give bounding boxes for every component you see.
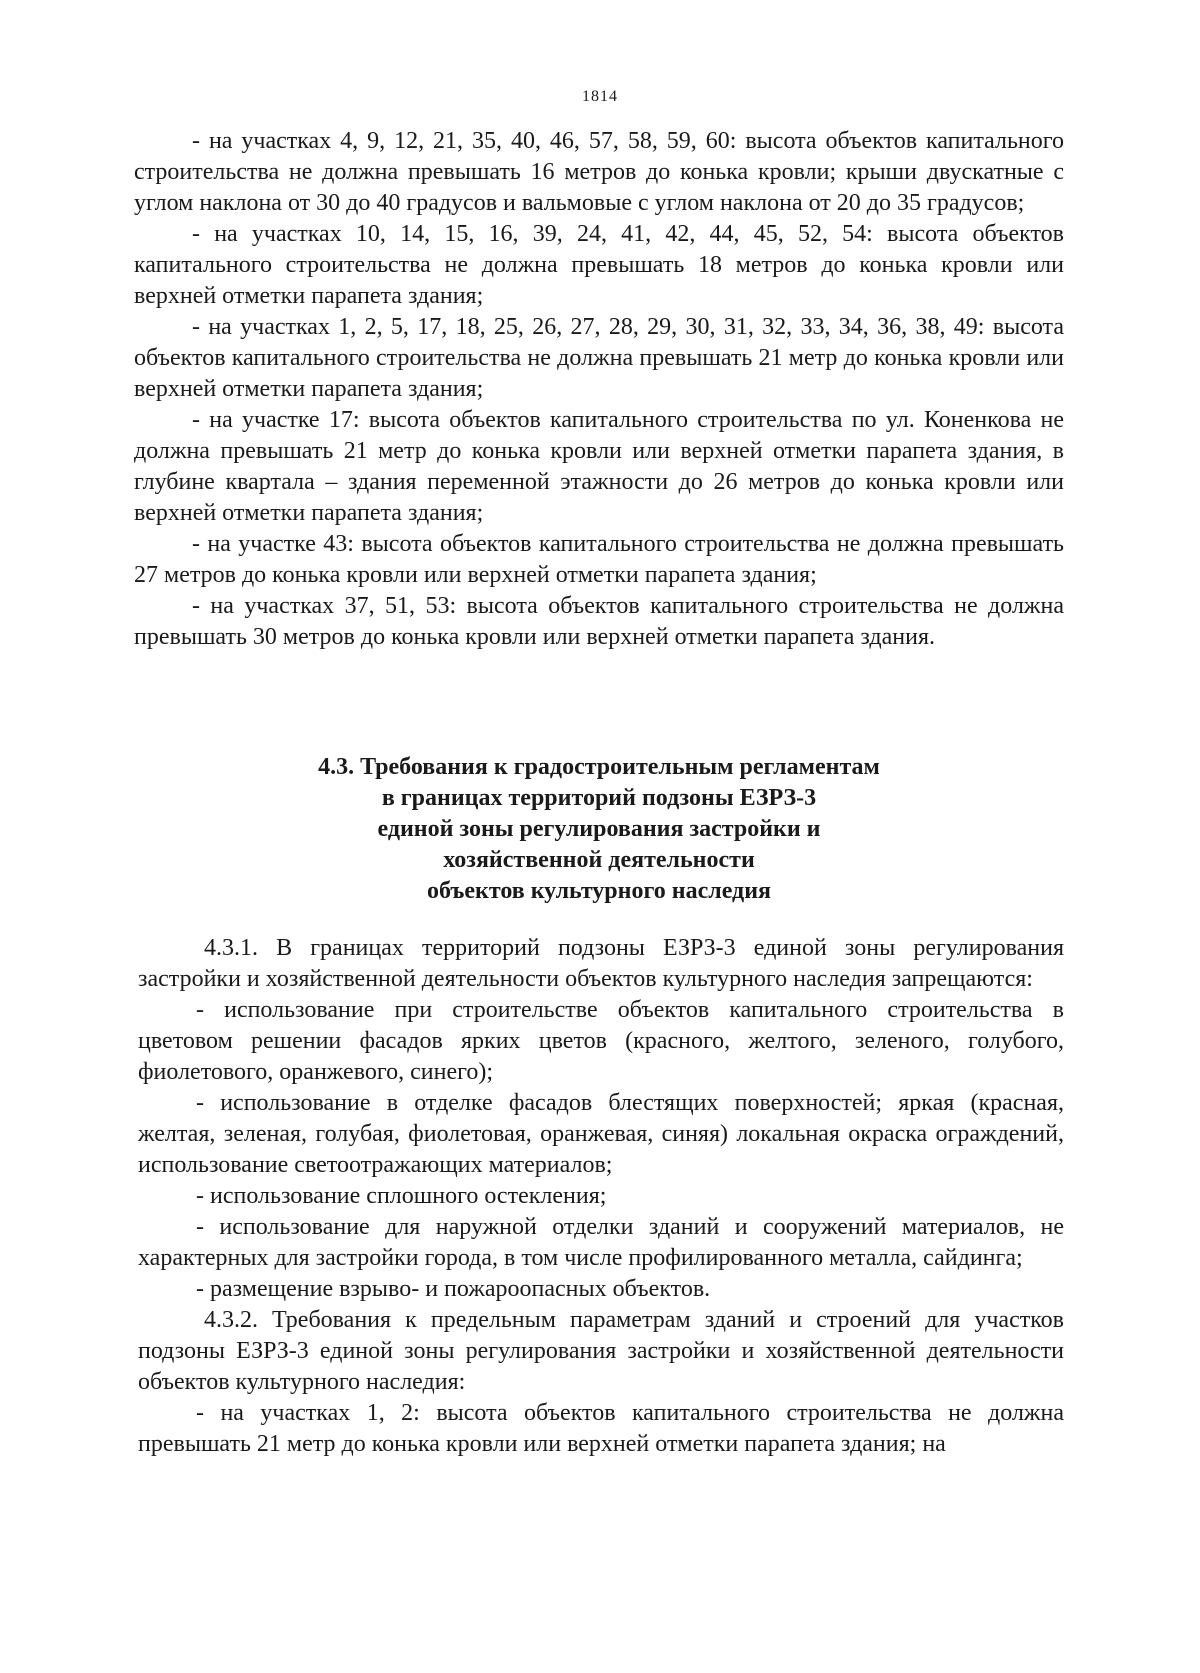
list-item: - на участках 1, 2: высота объектов капитального строительства не должна превышать 21 метр до конька кровли или верхней отметки парапета здания; на bbox=[138, 1400, 1064, 1457]
section-heading-line: хозяйственной деятельности bbox=[443, 847, 755, 873]
list-item: - на участках 10, 14, 15, 16, 39, 24, 41, 42, 44, 45, 52, 54: высота объектов капитального строительства не должна превышать 18 метров до конька кровли или верхней отметки парапета здания; bbox=[134, 221, 1064, 309]
height-requirements-list bbox=[134, 126, 1064, 653]
list-item: - на участке 17: высота объектов капитального строительства по ул. Коненкова не должна превышать 21 метр до конька кровли или верхней отметки парапета здания, в глубине квартала – здания переменной этажности до 26 метров до конька кровли или верхней отметки парапета здания; bbox=[134, 407, 1064, 526]
section-heading-line: 4.3. Требования к градостроительным регламентам bbox=[318, 754, 880, 780]
section-body bbox=[138, 933, 1064, 1460]
list-item: - на участке 43: высота объектов капитального строительства не должна превышать 27 метров до конька кровли или верхней отметки парапета здания; bbox=[134, 531, 1064, 588]
list-item: - использование сплошного остекления; bbox=[196, 1183, 607, 1209]
list-item: - на участках 37, 51, 53: высота объектов капитального строительства не должна превышать 30 метров до конька кровли или верхней отметки парапета здания. bbox=[134, 593, 1064, 650]
list-item: - на участках 1, 2, 5, 17, 18, 25, 26, 27, 28, 29, 30, 31, 32, 33, 34, 36, 38, 49: высота объектов капитального строительства не должна превышать 21 метр до конька кровли или верхней отметки парапета здания; bbox=[134, 314, 1064, 402]
list-item: - использование для наружной отделки зданий и сооружений материалов, не характерных для застройки города, в том числе профилированного металла, сайдинга; bbox=[138, 1214, 1064, 1271]
section-heading-line: в границах территорий подзоны ЕЗРЗ-3 bbox=[381, 785, 817, 811]
clause-4-3-1: 4.3.1. В границах территорий подзоны ЕЗРЗ-3 единой зоны регулирования застройки и хозяйственной деятельности объектов культурного наследия запрещаются: bbox=[138, 935, 1064, 992]
clause-4-3-2: 4.3.2. Требования к предельным параметрам зданий и строений для участков подзоны ЕЗРЗ-3 единой зоны регулирования застройки и хозяйственной деятельности объектов культурного наследия: bbox=[138, 1307, 1064, 1395]
page-number: 1814 bbox=[582, 88, 618, 105]
section-heading bbox=[134, 752, 1064, 907]
section-heading-line: объектов культурного наследия bbox=[426, 878, 772, 904]
section-heading-line: единой зоны регулирования застройки и bbox=[377, 816, 821, 842]
list-item: - использование в отделке фасадов блестящих поверхностей; яркая (красная, желтая, зеленая, голубая, фиолетовая, оранжевая, синяя) локальная окраска ограждений, использование светоотражающих материалов; bbox=[138, 1090, 1064, 1178]
list-item: - на участках 4, 9, 12, 21, 35, 40, 46, 57, 58, 59, 60: высота объектов капитального строительства не должна превышать 16 метров до конька кровли; крыши двускатные с углом наклона от 30 до 40 градусов и вальмовые с углом наклона от 20 до 35 градусов; bbox=[134, 128, 1064, 216]
list-item: - использование при строительстве объектов капитального строительства в цветовом решении фасадов ярких цветов (красного, желтого, зеленого, голубого, фиолетового, оранжевого, синего); bbox=[138, 997, 1064, 1085]
list-item: - размещение взрыво- и пожароопасных объектов. bbox=[196, 1276, 711, 1302]
